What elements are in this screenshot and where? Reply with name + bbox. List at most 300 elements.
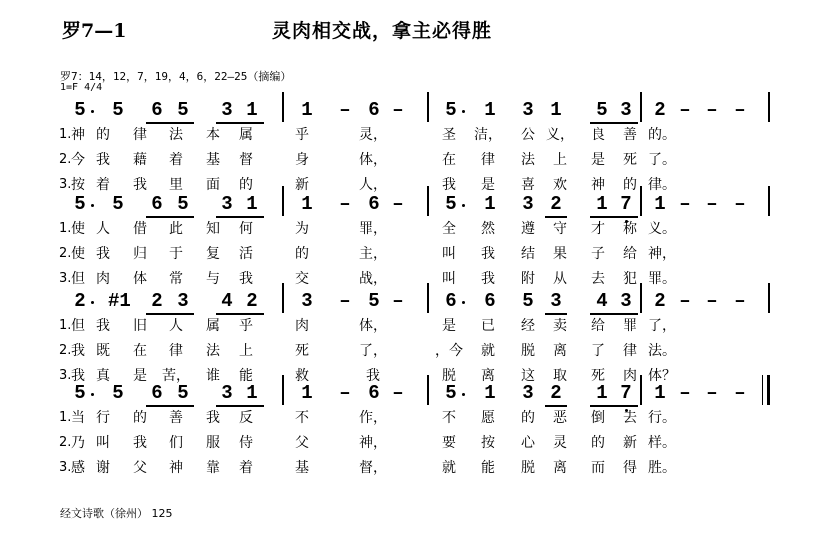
note: 4: [221, 290, 233, 312]
note: 1: [596, 382, 608, 404]
lyric-char: 律。: [648, 177, 676, 193]
lyric-char: 律: [133, 127, 147, 143]
dot-mark: [462, 301, 465, 304]
bar-line: [282, 186, 284, 216]
beam-underline: [545, 313, 567, 315]
note: 5: [112, 99, 124, 121]
verse-number: 1.: [59, 127, 72, 142]
dot-mark: [462, 393, 465, 396]
lyric-char: 取: [553, 368, 567, 384]
lyric-char: 去: [623, 410, 637, 426]
dash-note: –: [679, 290, 691, 312]
song-code: 罗7—1: [62, 20, 127, 42]
lyric-row: [0, 151, 825, 171]
lyric-char: 从: [553, 271, 567, 287]
lyric-char: 于: [169, 246, 183, 262]
verse-number: 2.: [59, 152, 72, 167]
lyric-char: 是: [481, 177, 495, 193]
beam-underline: [216, 313, 264, 315]
lyric-char: 死: [295, 343, 309, 359]
note: 1: [301, 193, 313, 215]
note: 6: [368, 382, 380, 404]
dash-note: –: [339, 99, 351, 121]
lyric-char: 灵: [553, 435, 567, 451]
final-bar-line: [767, 375, 770, 405]
bar-line: [427, 283, 429, 313]
lyric-char: 公: [521, 127, 535, 143]
lyric-char: 离: [481, 368, 495, 384]
source-caption: 经文诗歌（徐州） 125: [60, 507, 173, 520]
note: 6: [445, 290, 457, 312]
lyric-char: 肉: [623, 368, 637, 384]
note: 6: [368, 99, 380, 121]
note: 1: [484, 382, 496, 404]
lyric-char: 着: [96, 177, 110, 193]
lyric-char: 良: [591, 127, 605, 143]
lyric-char: 体: [133, 271, 147, 287]
lyric-char: 罪。: [648, 271, 676, 287]
lyric-char: 当: [71, 410, 85, 426]
dash-note: –: [392, 99, 404, 121]
lyric-char: 是: [442, 318, 456, 334]
lyric-char: 着: [169, 152, 183, 168]
lyric-char: 已: [481, 318, 495, 334]
lyric-char: 藉: [133, 152, 147, 168]
note: 6: [368, 193, 380, 215]
lyric-char: 叫: [96, 435, 110, 451]
verse-number: 3.: [59, 271, 72, 286]
lyric-char: 离: [553, 460, 567, 476]
lyric-char: 就: [481, 343, 495, 359]
note: 1: [484, 193, 496, 215]
note: 5: [596, 99, 608, 121]
lyric-char: 欢: [553, 177, 567, 193]
lyric-char: 救: [295, 368, 309, 384]
lyric-char: 就: [442, 460, 456, 476]
lyric-char: 的: [295, 246, 309, 262]
note: 5: [74, 99, 86, 121]
lyric-char: 结: [521, 246, 535, 262]
dot-mark: [91, 110, 94, 113]
lyric-char: 的: [623, 177, 637, 193]
lyric-char: 法: [169, 127, 183, 143]
lyric-char: 乎: [295, 127, 309, 143]
lyric-char: 乃: [71, 435, 85, 451]
lyric-char: 使: [71, 246, 85, 262]
note: 3: [221, 99, 233, 121]
lyric-row: [0, 270, 825, 290]
lyric-char: 们: [169, 435, 183, 451]
lyric-char: 归: [133, 246, 147, 262]
lyric-char: 离: [553, 343, 567, 359]
dash-note: –: [734, 99, 746, 121]
note: 1: [550, 99, 562, 121]
lyric-char: 常: [169, 271, 183, 287]
lyric-char: 肉: [96, 271, 110, 287]
lyric-row: [0, 126, 825, 146]
verse-number: 3.: [59, 177, 72, 192]
dash-note: –: [392, 193, 404, 215]
verse-number: 3.: [59, 460, 72, 475]
beam-underline: [545, 405, 567, 407]
dash-note: –: [706, 382, 718, 404]
lyric-char: 我: [96, 318, 110, 334]
note: 2: [246, 290, 258, 312]
lyric-char: 但: [71, 271, 85, 287]
lyric-char: 上: [553, 152, 567, 168]
note: 1: [301, 99, 313, 121]
lyric-char: 基: [295, 460, 309, 476]
lyric-char: 体，: [359, 318, 387, 334]
lyric-char: 神: [591, 177, 605, 193]
beam-underline: [590, 313, 638, 315]
lyric-char: 人，: [359, 177, 387, 193]
note: 2: [550, 193, 562, 215]
lyric-char: 是: [133, 368, 147, 384]
lyric-char: 愿: [481, 410, 495, 426]
lyric-char: 的: [96, 127, 110, 143]
bar-line: [282, 375, 284, 405]
note: 5: [177, 382, 189, 404]
note: 2: [74, 290, 86, 312]
final-bar-line: [762, 375, 763, 405]
lyric-char: 善: [169, 410, 183, 426]
lyric-char: 的。: [648, 127, 676, 143]
lyric-char: 我: [96, 152, 110, 168]
beam-underline: [146, 122, 194, 124]
lyric-row: [0, 342, 825, 362]
lyric-char: 与: [206, 271, 220, 287]
beam-underline: [590, 216, 638, 218]
lyric-char: 义，: [546, 127, 574, 143]
lyric-char: 了: [591, 343, 605, 359]
lyric-char: 神，: [648, 246, 676, 262]
lyric-char: 是: [591, 152, 605, 168]
bar-line: [282, 283, 284, 313]
note: 5: [177, 99, 189, 121]
lyric-row: [0, 245, 825, 265]
lyric-char: 谢: [96, 460, 110, 476]
note: 7: [620, 193, 632, 215]
lyric-char: 叫: [442, 271, 456, 287]
beam-underline: [590, 122, 638, 124]
note: 2: [151, 290, 163, 312]
note: #1: [108, 290, 131, 312]
lyric-char: 死: [591, 368, 605, 384]
note: 5: [368, 290, 380, 312]
verse-number: 3.: [59, 368, 72, 383]
note: 3: [301, 290, 313, 312]
note: 3: [620, 290, 632, 312]
lyric-char: 我: [481, 246, 495, 262]
lyric-char: 身: [295, 152, 309, 168]
lyric-char: 战，: [359, 271, 387, 287]
verse-number: 1.: [59, 318, 72, 333]
lyric-char: 父: [133, 460, 147, 476]
bar-line: [427, 375, 429, 405]
lyric-char: 苦，: [162, 368, 190, 384]
note: 1: [246, 193, 258, 215]
lyric-char: 我: [133, 177, 147, 193]
note: 3: [221, 382, 233, 404]
lyric-char: 遵: [521, 221, 535, 237]
lyric-row: [0, 434, 825, 454]
lyric-char: 主，: [359, 246, 387, 262]
note: 5: [112, 193, 124, 215]
lyric-char: 脱: [521, 343, 535, 359]
beam-underline: [146, 313, 194, 315]
lyric-char: 不: [442, 410, 456, 426]
bar-line: [640, 375, 642, 405]
lyric-char: 借: [133, 221, 147, 237]
lyric-char: 服: [206, 435, 220, 451]
scripture-reference: 罗7：14，12，7，19，4，6，22—25（摘编）: [60, 70, 292, 83]
lyric-char: 给: [591, 318, 605, 334]
dash-note: –: [706, 99, 718, 121]
lyric-char: 属: [206, 318, 220, 334]
note: 6: [151, 193, 163, 215]
lyric-char: 才: [591, 221, 605, 237]
dot-mark: [91, 301, 94, 304]
lyric-char: 灵，: [359, 127, 387, 143]
dash-note: –: [706, 193, 718, 215]
bar-line: [640, 92, 642, 122]
lyric-char: 督，: [359, 460, 387, 476]
lyric-char: 人: [169, 318, 183, 334]
dash-note: –: [339, 193, 351, 215]
lyric-char: 义。: [648, 221, 676, 237]
note: 2: [654, 99, 666, 121]
lyric-char: 律: [623, 343, 637, 359]
dash-note: –: [679, 99, 691, 121]
note: 3: [221, 193, 233, 215]
note: 4: [596, 290, 608, 312]
lyric-char: 样。: [648, 435, 676, 451]
dash-note: –: [392, 290, 404, 312]
lyric-row: [0, 317, 825, 337]
note: 1: [301, 382, 313, 404]
lyric-char: 但: [71, 318, 85, 334]
lyric-char: 我: [206, 410, 220, 426]
lyric-char: 面: [206, 177, 220, 193]
verse-number: 1.: [59, 410, 72, 425]
lyric-char: 犯: [623, 271, 637, 287]
lyric-char: 我: [366, 368, 380, 384]
lyric-char: 法。: [648, 343, 676, 359]
lyric-char: 我: [133, 435, 147, 451]
lyric-char: 我: [71, 343, 85, 359]
note: 2: [654, 290, 666, 312]
note: 1: [596, 193, 608, 215]
note: 5: [74, 382, 86, 404]
note: 5: [445, 99, 457, 121]
lyric-char: 谁: [206, 368, 220, 384]
note: 1: [654, 382, 666, 404]
lyric-char: 法: [206, 343, 220, 359]
lyric-char: 罪，: [359, 221, 387, 237]
beam-underline: [216, 216, 264, 218]
beam-underline: [545, 216, 567, 218]
lyric-char: 我: [442, 177, 456, 193]
lyric-char: 倒: [591, 410, 605, 426]
dot-mark: [91, 393, 94, 396]
beam-underline: [590, 405, 638, 407]
bar-line: [427, 186, 429, 216]
key-signature: 1=F 4/4: [60, 82, 103, 93]
lyric-char: 罪: [623, 318, 637, 334]
lyric-char: 使: [71, 221, 85, 237]
lyric-char: 侍: [239, 435, 253, 451]
lyric-char: 旧: [133, 318, 147, 334]
lyric-char: 属: [239, 127, 253, 143]
lyric-char: 我: [481, 271, 495, 287]
dash-note: –: [706, 290, 718, 312]
note: 5: [445, 193, 457, 215]
lyric-char: 作，: [359, 410, 387, 426]
lyric-row: [0, 409, 825, 429]
note: 5: [112, 382, 124, 404]
lyric-char: 法: [521, 152, 535, 168]
note: 1: [654, 193, 666, 215]
lyric-char: 全: [442, 221, 456, 237]
lyric-char: 了，: [359, 343, 387, 359]
lyric-char: 既: [96, 343, 110, 359]
note: 7: [620, 382, 632, 404]
dash-note: –: [392, 382, 404, 404]
lyric-char: 经: [521, 318, 535, 334]
lyric-char: 去: [591, 271, 605, 287]
lyric-char: 喜: [521, 177, 535, 193]
lyric-char: 上: [239, 343, 253, 359]
lyric-char: 了，: [648, 318, 676, 334]
lyric-char: 然: [481, 221, 495, 237]
lyric-char: ，今: [435, 343, 463, 359]
note: 1: [484, 99, 496, 121]
beam-underline: [146, 216, 194, 218]
dash-note: –: [734, 290, 746, 312]
note: 5: [74, 193, 86, 215]
note: 3: [522, 99, 534, 121]
dash-note: –: [734, 193, 746, 215]
lyric-char: 反: [239, 410, 253, 426]
dash-note: –: [679, 382, 691, 404]
lyric-char: 能: [239, 368, 253, 384]
lyric-row: [0, 459, 825, 479]
note: 5: [522, 290, 534, 312]
lyric-char: 附: [521, 271, 535, 287]
lyric-char: 脱: [521, 460, 535, 476]
lyric-char: 善: [623, 127, 637, 143]
lyric-char: 而: [591, 460, 605, 476]
note: 6: [484, 290, 496, 312]
lyric-char: 为: [295, 221, 309, 237]
lyric-char: 在: [133, 343, 147, 359]
lyric-char: 体，: [359, 152, 387, 168]
lyric-char: 神，: [359, 435, 387, 451]
note: 5: [177, 193, 189, 215]
lyric-char: 里: [169, 177, 183, 193]
lyric-char: 按: [71, 177, 85, 193]
lyric-char: 称: [623, 221, 637, 237]
dash-note: –: [339, 290, 351, 312]
lyric-char: 按: [481, 435, 495, 451]
lyric-row: [0, 220, 825, 240]
lyric-char: 死: [623, 152, 637, 168]
lyric-char: 肉: [295, 318, 309, 334]
lyric-char: 果: [553, 246, 567, 262]
lyric-char: 交: [295, 271, 309, 287]
note: 3: [177, 290, 189, 312]
lyric-char: 胜。: [648, 460, 676, 476]
lyric-char: 这: [521, 368, 535, 384]
bar-line: [768, 186, 770, 216]
lyric-char: 我: [96, 246, 110, 262]
note: 3: [550, 290, 562, 312]
lyric-char: 能: [481, 460, 495, 476]
lyric-char: 今: [71, 152, 85, 168]
bar-line: [768, 92, 770, 122]
lyric-char: 神: [169, 460, 183, 476]
lyric-char: 叫: [442, 246, 456, 262]
note: 1: [246, 99, 258, 121]
lyric-char: 行。: [648, 410, 676, 426]
bar-line: [640, 283, 642, 313]
dash-note: –: [339, 382, 351, 404]
dot-mark: [91, 204, 94, 207]
verse-number: 2.: [59, 246, 72, 261]
lyric-char: 心: [521, 435, 535, 451]
lyric-char: 活: [239, 246, 253, 262]
beam-underline: [216, 405, 264, 407]
bar-line: [282, 92, 284, 122]
lyric-char: 神: [71, 127, 85, 143]
dash-note: –: [734, 382, 746, 404]
lyric-char: 守: [553, 221, 567, 237]
lyric-char: 新: [623, 435, 637, 451]
lyric-char: 洁，: [474, 127, 502, 143]
lyric-char: 此: [169, 221, 183, 237]
lyric-char: 卖: [553, 318, 567, 334]
note: 6: [151, 99, 163, 121]
lyric-char: 感: [71, 460, 85, 476]
dash-note: –: [679, 193, 691, 215]
note: 1: [246, 382, 258, 404]
lyric-char: 了。: [648, 152, 676, 168]
lyric-char: 给: [623, 246, 637, 262]
lyric-char: 律: [169, 343, 183, 359]
lyric-char: 本: [206, 127, 220, 143]
note: 3: [522, 382, 534, 404]
bar-line: [768, 283, 770, 313]
dot-mark: [462, 110, 465, 113]
beam-underline: [216, 122, 264, 124]
lyric-char: 脱: [442, 368, 456, 384]
lyric-char: 着: [239, 460, 253, 476]
lyric-char: 的: [133, 410, 147, 426]
bar-line: [427, 92, 429, 122]
lyric-char: 何: [239, 221, 253, 237]
lyric-char: 复: [206, 246, 220, 262]
lyric-char: 我: [239, 271, 253, 287]
lyric-char: 的: [239, 177, 253, 193]
note: 5: [445, 382, 457, 404]
lyric-char: 真: [96, 368, 110, 384]
lyric-char: 得: [623, 460, 637, 476]
note: 3: [620, 99, 632, 121]
verse-number: 1.: [59, 221, 72, 236]
note: 6: [151, 382, 163, 404]
lyric-char: 体？: [648, 368, 676, 384]
